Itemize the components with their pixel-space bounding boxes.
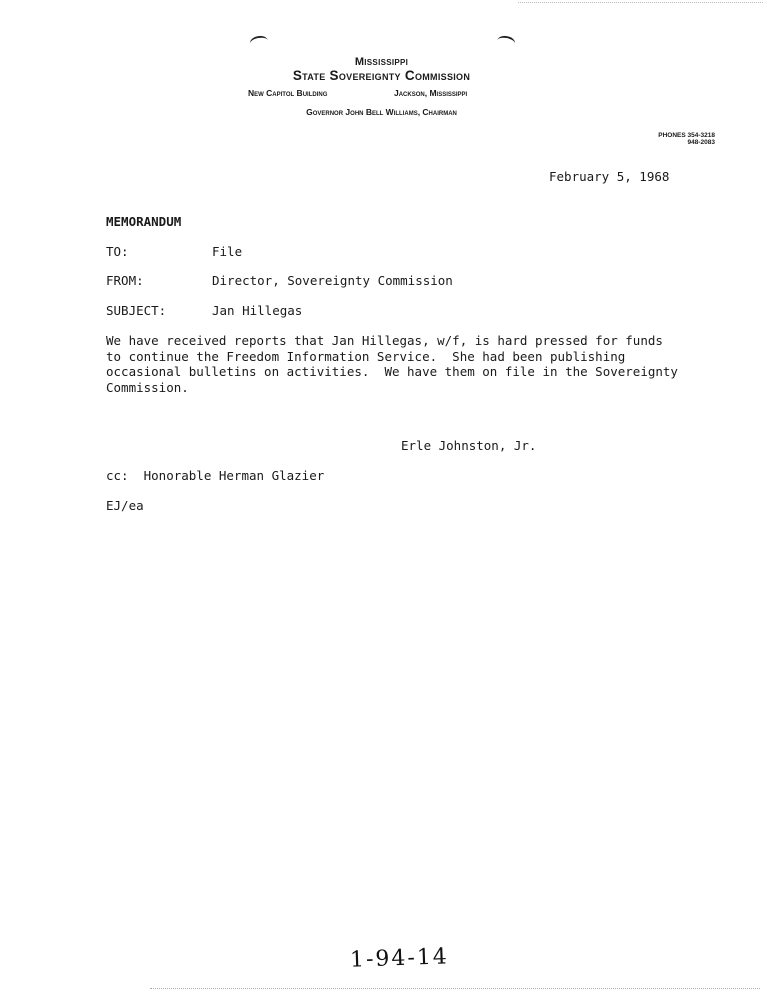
signature: Erle Johnston, Jr. [401, 438, 537, 453]
letterhead-governor: Governor John Bell Williams, Chairman [306, 107, 457, 117]
typist-initials: EJ/ea [106, 498, 144, 513]
phone-numbers-line1: PHONES 354-3218 [658, 132, 715, 139]
to-label: TO: [106, 244, 129, 259]
left-arc-mark [249, 35, 269, 50]
from-label: FROM: [106, 273, 144, 288]
memo-title: MEMORANDUM [106, 214, 182, 229]
letterhead-commission-name: State Sovereignty Commission [292, 68, 471, 83]
subject-label: SUBJECT: [106, 303, 167, 318]
letterhead-city: Jackson, Mississippi [394, 88, 468, 98]
handwritten-file-number: 1-94-14 [349, 944, 450, 973]
letterhead-address: New Capitol Building [248, 88, 328, 98]
letterhead-state: Mississippi [354, 56, 409, 68]
to-value: File [212, 244, 243, 259]
right-arc-mark [496, 35, 516, 50]
memo-body: We have received reports that Jan Hillegas, w/f, is hard pressed for funds to continue the Freedom Information Service. She had been publishing occasional bulletins on activities. We have them on file in the Sovereignty Commission. [106, 333, 678, 395]
subject-value: Jan Hillegas [212, 303, 303, 318]
from-value: Director, Sovereignty Commission [212, 273, 453, 288]
memo-date: February 5, 1968 [549, 169, 670, 184]
scan-edge-top [518, 2, 763, 4]
carbon-copy: cc: Honorable Herman Glazier [106, 468, 325, 483]
phone-numbers-line2: 948-2083 [687, 139, 715, 146]
